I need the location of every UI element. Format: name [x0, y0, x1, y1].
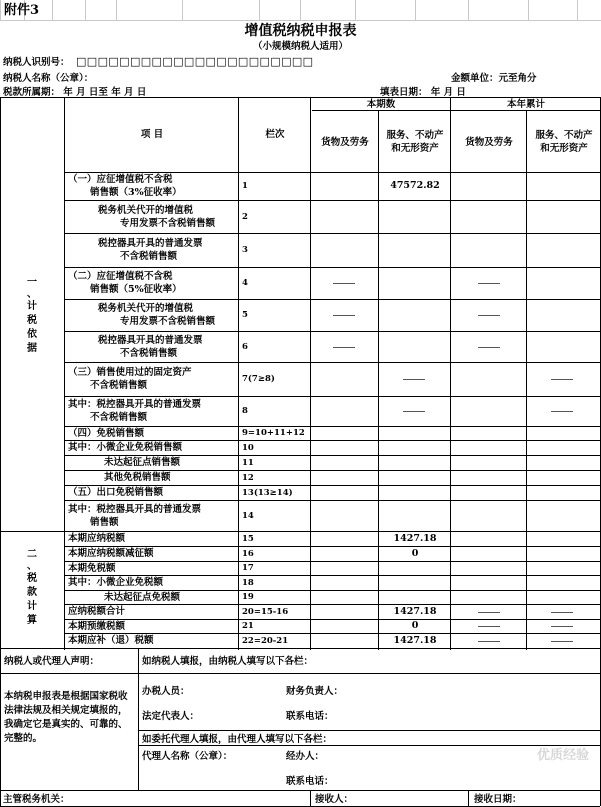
section-basis-label: 一 、 计 税 依 据 — [27, 277, 37, 354]
row-item-label: 税务机关代开的增值税 专用发票不含税销售额 — [98, 303, 216, 327]
row-item-label: （四）免税销售额 — [68, 427, 145, 439]
receive-date-label: 接收日期： — [474, 794, 522, 805]
form-subtitle: （小规模纳税人适用） — [252, 41, 348, 52]
row-item-label: 税务机关代开的增值税 专用发票不含税销售额 — [98, 204, 216, 229]
attachment-label: 附件3 — [4, 3, 40, 18]
row-number: 12 — [242, 472, 254, 483]
phone-field[interactable]: 联系电话： — [286, 711, 334, 722]
row-item-label: 本期应纳税额减征额 — [68, 548, 154, 559]
row-number: 20=15-16 — [242, 606, 289, 617]
na-dash — [333, 315, 355, 316]
agent-name-field[interactable]: 代理人名称（公章）： — [142, 751, 233, 762]
row-item-label: 本期预缴税额 — [68, 620, 126, 632]
operator-field[interactable]: 经办人： — [286, 751, 325, 762]
row-number: 13(13≥14) — [242, 487, 293, 498]
row-number: 14 — [242, 510, 254, 521]
taxpayer-fill-note: 如纳税人填报，由纳税人填写以下各栏： — [142, 656, 314, 667]
row-item-label: 本期应纳税额 — [68, 533, 126, 544]
row-number: 3 — [242, 245, 248, 255]
row-item-label: 未达起征点免税额 — [104, 591, 181, 603]
row-item-label: （三）销售使用过的固定资产 不含税销售额 — [68, 367, 192, 391]
row-item-label: 本期免税额 — [68, 562, 116, 574]
row-number: 4 — [242, 278, 248, 288]
row-item-label: 应纳税额合计 — [68, 606, 126, 617]
row-number: 16 — [242, 548, 254, 559]
row-number: 2 — [242, 211, 248, 222]
row-item-label: 本期应补（退）税额 — [68, 635, 154, 646]
row-number: 19 — [242, 592, 254, 602]
na-dash — [551, 626, 573, 627]
row-value-services[interactable]: 1427.18 — [393, 634, 437, 646]
row-number: 5 — [242, 310, 248, 320]
row-number: 7(7≥8) — [242, 374, 275, 384]
services-header-year: 服务、不动产 和无形资产 — [535, 130, 593, 154]
taxpayer-name-label: 纳税人名称（公章）： — [3, 73, 94, 84]
na-dash — [551, 641, 573, 642]
row-item-label: 其中：小微企业免税销售额 — [68, 442, 183, 453]
row-value-services[interactable]: 1427.18 — [393, 532, 437, 544]
na-dash — [478, 283, 500, 284]
handler-field[interactable]: 办税人员： — [142, 686, 190, 697]
amount-unit: 金额单位：元至角分 — [451, 73, 537, 84]
services-header-current: 服务、不动产 和无形资产 — [386, 130, 444, 154]
na-dash — [551, 379, 573, 380]
na-dash — [478, 315, 500, 316]
legal-rep-field[interactable]: 法定代表人： — [142, 711, 200, 722]
goods-header-year: 货物及劳务 — [465, 137, 513, 148]
row-item-label: 税控器具开具的普通发票 不含税销售额 — [98, 238, 203, 262]
watermark: 优质经验 — [536, 748, 589, 763]
fill-date: 填表日期： 年 月 日 — [380, 87, 466, 98]
receiver-label: 接收人： — [315, 794, 354, 805]
row-number: 17 — [242, 563, 254, 573]
row-number: 18 — [242, 577, 254, 588]
declaration-body: 本纳税申报表是根据国家税收法律法规及相关规定填报的，我确定它是真实的、可靠的、完整的。 — [4, 691, 128, 744]
current-period-header: 本期数 — [366, 99, 396, 110]
na-dash — [403, 379, 425, 380]
row-number: 1 — [242, 181, 248, 191]
row-item-label: 其他免税销售额 — [104, 472, 171, 483]
year-cumulative-header: 本年累计 — [506, 99, 545, 110]
row-item-label: （五）出口免税销售额 — [68, 487, 164, 498]
row-item-label: （二）应征增值税不含税 销售额（5%征收率） — [68, 271, 182, 295]
na-dash — [551, 411, 573, 412]
row-no-header: 栏次 — [265, 129, 285, 140]
row-number: 6 — [242, 341, 248, 352]
taxpayer-id-boxes[interactable]: □□□□□□□□□□□□□□□□□□□□□□ — [76, 55, 314, 68]
row-number: 8 — [242, 406, 248, 416]
na-dash — [478, 641, 500, 642]
row-item-label: 其中：小微企业免税额 — [68, 577, 164, 588]
na-dash — [333, 347, 355, 348]
row-number: 10 — [242, 442, 254, 453]
form-title: 增值税纳税申报表 — [244, 23, 357, 39]
row-item-label: 未达起征点销售额 — [104, 457, 181, 468]
na-dash — [333, 283, 355, 284]
row-number: 9=10+11+12 — [242, 428, 305, 438]
row-item-label: 税控器具开具的普通发票 不含税销售额 — [98, 334, 203, 359]
tax-authority-label: 主管税务机关： — [3, 794, 70, 805]
row-item-label: （一）应征增值税不含税 销售额（3%征收率） — [68, 174, 182, 198]
row-value-services[interactable]: 0 — [411, 547, 419, 559]
declaration-title: 纳税人或代理人声明： — [4, 656, 100, 667]
section-tax-label: 二 、 税 款 计 算 — [27, 549, 37, 626]
item-header: 项 目 — [140, 129, 164, 140]
row-value-services[interactable]: 47572.82 — [390, 180, 440, 191]
row-number: 22=20-21 — [242, 635, 289, 646]
na-dash — [478, 626, 500, 627]
na-dash — [478, 347, 500, 348]
row-item-label: 其中：税控器具开具的普通发票 不含税销售额 — [68, 399, 202, 423]
na-dash — [403, 411, 425, 412]
phone2-field[interactable]: 联系电话： — [286, 776, 334, 787]
na-dash — [478, 612, 500, 613]
tax-period: 税款所属期： 年 月 日至 年 月 日 — [3, 87, 147, 98]
row-value-services[interactable]: 0 — [411, 620, 419, 631]
finance-head-field[interactable]: 财务负责人： — [286, 686, 344, 697]
row-number: 11 — [242, 457, 254, 468]
agent-fill-note: 如委托代理人填报，由代理人填写以下各栏： — [142, 734, 333, 745]
row-item-label: 其中：税控器具开具的普通发票 销售额 — [68, 503, 202, 528]
goods-header-current: 货物及劳务 — [321, 137, 369, 148]
na-dash — [551, 612, 573, 613]
taxpayer-id-label: 纳税人识别号： — [3, 57, 70, 68]
row-number: 15 — [242, 533, 254, 544]
row-number: 21 — [242, 621, 254, 631]
row-value-services[interactable]: 1427.18 — [393, 605, 437, 617]
